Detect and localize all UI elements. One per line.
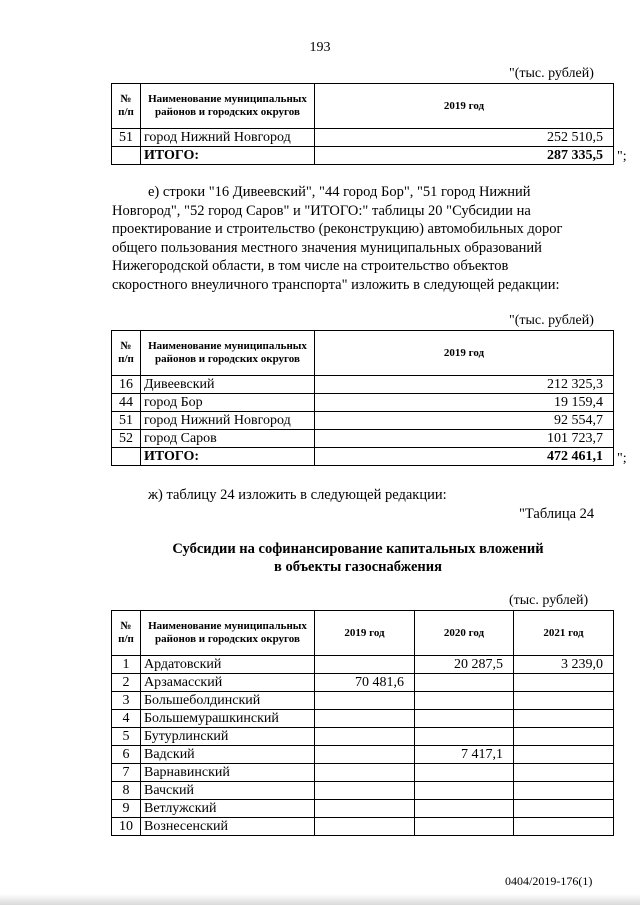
table3-row (112, 746, 614, 764)
row-value-2020: 7 417,1 (415, 746, 514, 764)
table2-row (112, 394, 614, 412)
row-name: Вознесенский (141, 818, 315, 836)
table24-title-line1: Субсидии на софинансирование капитальных вложений (172, 541, 544, 557)
row-num (112, 448, 141, 466)
table3-header-2021: 2021 год (514, 611, 614, 656)
row-value-2020 (415, 728, 514, 746)
row-value-2019 (315, 764, 415, 782)
table3-row (112, 692, 614, 710)
row-value-2019 (315, 782, 415, 800)
row-num: 5 (112, 728, 141, 746)
row-num: 3 (112, 692, 141, 710)
paragraph-line: общего пользования местного значения муниципальных образований (112, 239, 542, 256)
row-value-2021 (514, 692, 614, 710)
total-label: ИТОГО: (141, 448, 315, 466)
paragraph-line: скоростного внеуличного транспорта" изложить в следующей редакции: (112, 276, 560, 293)
row-name: город Саров (141, 430, 315, 448)
row-value-2020 (415, 674, 514, 692)
row-value-2019 (315, 692, 415, 710)
row-value-2019: 252 510,5 (315, 129, 614, 147)
table1-header-name: Наименование муниципальных районов и городских округов (141, 84, 315, 129)
table2-header-2019: 2019 год (315, 331, 614, 376)
table3-unit: (тыс. рублей) (509, 593, 589, 608)
row-value-2020 (415, 710, 514, 728)
row-value-2020: 20 287,5 (415, 656, 514, 674)
table1-row (112, 129, 614, 147)
row-name: Ветлужский (141, 800, 315, 818)
table2-header-name: Наименование муниципальных районов и городских округов (141, 331, 315, 376)
footer-code: 0404/2019-176(1) (505, 874, 593, 888)
table3-row (112, 710, 614, 728)
row-value-2019 (315, 800, 415, 818)
table1-header-2019: 2019 год (315, 84, 614, 129)
table24-label: "Таблица 24 (519, 506, 595, 522)
table3-row (112, 656, 614, 674)
table1-header-num: № п/п (112, 84, 141, 129)
row-num: 2 (112, 674, 141, 692)
table3-header-num: № п/п (112, 611, 141, 656)
table3-row (112, 764, 614, 782)
row-num: 9 (112, 800, 141, 818)
table2 (111, 330, 614, 466)
row-value-2019: 212 325,3 (315, 376, 614, 394)
row-name: Арзамасский (141, 674, 315, 692)
row-num: 51 (112, 129, 141, 147)
table3-row (112, 800, 614, 818)
table3-header-2019: 2019 год (315, 611, 415, 656)
row-name: Вачский (141, 782, 315, 800)
row-name: Большемурашкинский (141, 710, 315, 728)
row-num: 16 (112, 376, 141, 394)
table2-row (112, 376, 614, 394)
row-name: Дивеевский (141, 376, 315, 394)
table2-total-row (112, 448, 614, 466)
row-num: 10 (112, 818, 141, 836)
row-num: 7 (112, 764, 141, 782)
row-value-2019 (315, 746, 415, 764)
scan-edge-shadow (0, 894, 640, 905)
row-name: город Нижний Новгород (141, 412, 315, 430)
table3-row (112, 674, 614, 692)
page-number: 193 (309, 40, 331, 55)
paragraph-line: е) строки "16 Дивеевский", "44 город Бор", "51 город Нижний (148, 184, 531, 200)
table2-header-num: № п/п (112, 331, 141, 376)
row-value-2020 (415, 800, 514, 818)
row-name: Ардатовский (141, 656, 315, 674)
table1-unit: "(тыс. рублей) (509, 66, 594, 81)
row-value-2019: 70 481,6 (315, 674, 415, 692)
row-num: 52 (112, 430, 141, 448)
row-name: город Бор (141, 394, 315, 412)
paragraph-zh: ж) таблицу 24 изложить в следующей редакции: (148, 487, 447, 503)
row-value-2019: 92 554,7 (315, 412, 614, 430)
table3-row (112, 782, 614, 800)
row-num: 6 (112, 746, 141, 764)
row-value-2021 (514, 818, 614, 836)
table3-header-2020: 2020 год (415, 611, 514, 656)
row-num: 8 (112, 782, 141, 800)
row-num: 1 (112, 656, 141, 674)
row-value-2019: 101 723,7 (315, 430, 614, 448)
table3 (111, 610, 614, 836)
table2-closing-quote: "; (617, 451, 627, 466)
row-name: город Нижний Новгород (141, 129, 315, 147)
row-value-2021 (514, 746, 614, 764)
row-value-2019 (315, 656, 415, 674)
total-value-2019: 287 335,5 (315, 147, 614, 165)
row-value-2021: 3 239,0 (514, 656, 614, 674)
table3-row (112, 728, 614, 746)
row-value-2021 (514, 764, 614, 782)
row-value-2019 (315, 710, 415, 728)
paragraph-e (112, 183, 602, 294)
row-name: Большеболдинский (141, 692, 315, 710)
table24-title-line2: в объекты газоснабжения (274, 559, 442, 575)
table3-header-name: Наименование муниципальных районов и городских округов (141, 611, 315, 656)
table2-unit: "(тыс. рублей) (509, 313, 594, 328)
row-value-2021 (514, 674, 614, 692)
row-value-2021 (514, 710, 614, 728)
row-num: 44 (112, 394, 141, 412)
row-value-2019 (315, 818, 415, 836)
row-value-2019 (315, 728, 415, 746)
paragraph-line: Новгород", "52 город Саров" и "ИТОГО:" таблицы 20 "Субсидии на (112, 202, 531, 219)
row-value-2021 (514, 782, 614, 800)
row-value-2019: 19 159,4 (315, 394, 614, 412)
total-label: ИТОГО: (141, 147, 315, 165)
table1-total-row (112, 147, 614, 165)
table2-row (112, 430, 614, 448)
row-num: 51 (112, 412, 141, 430)
row-value-2021 (514, 800, 614, 818)
row-value-2020 (415, 764, 514, 782)
row-name: Вадский (141, 746, 315, 764)
row-value-2020 (415, 692, 514, 710)
table3-row (112, 818, 614, 836)
total-value-2019: 472 461,1 (315, 448, 614, 466)
row-name: Варнавинский (141, 764, 315, 782)
paragraph-line: проектирование и строительство (реконструкцию) автомобильных дорог (112, 221, 563, 237)
row-value-2020 (415, 782, 514, 800)
row-num: 4 (112, 710, 141, 728)
row-num (112, 147, 141, 165)
paragraph-line: Нижегородской области, в том числе на строительство объектов (112, 258, 509, 274)
table1-closing-quote: "; (617, 149, 627, 164)
table2-row (112, 412, 614, 430)
row-value-2020 (415, 818, 514, 836)
row-name: Бутурлинский (141, 728, 315, 746)
table1 (111, 83, 614, 165)
row-value-2021 (514, 728, 614, 746)
